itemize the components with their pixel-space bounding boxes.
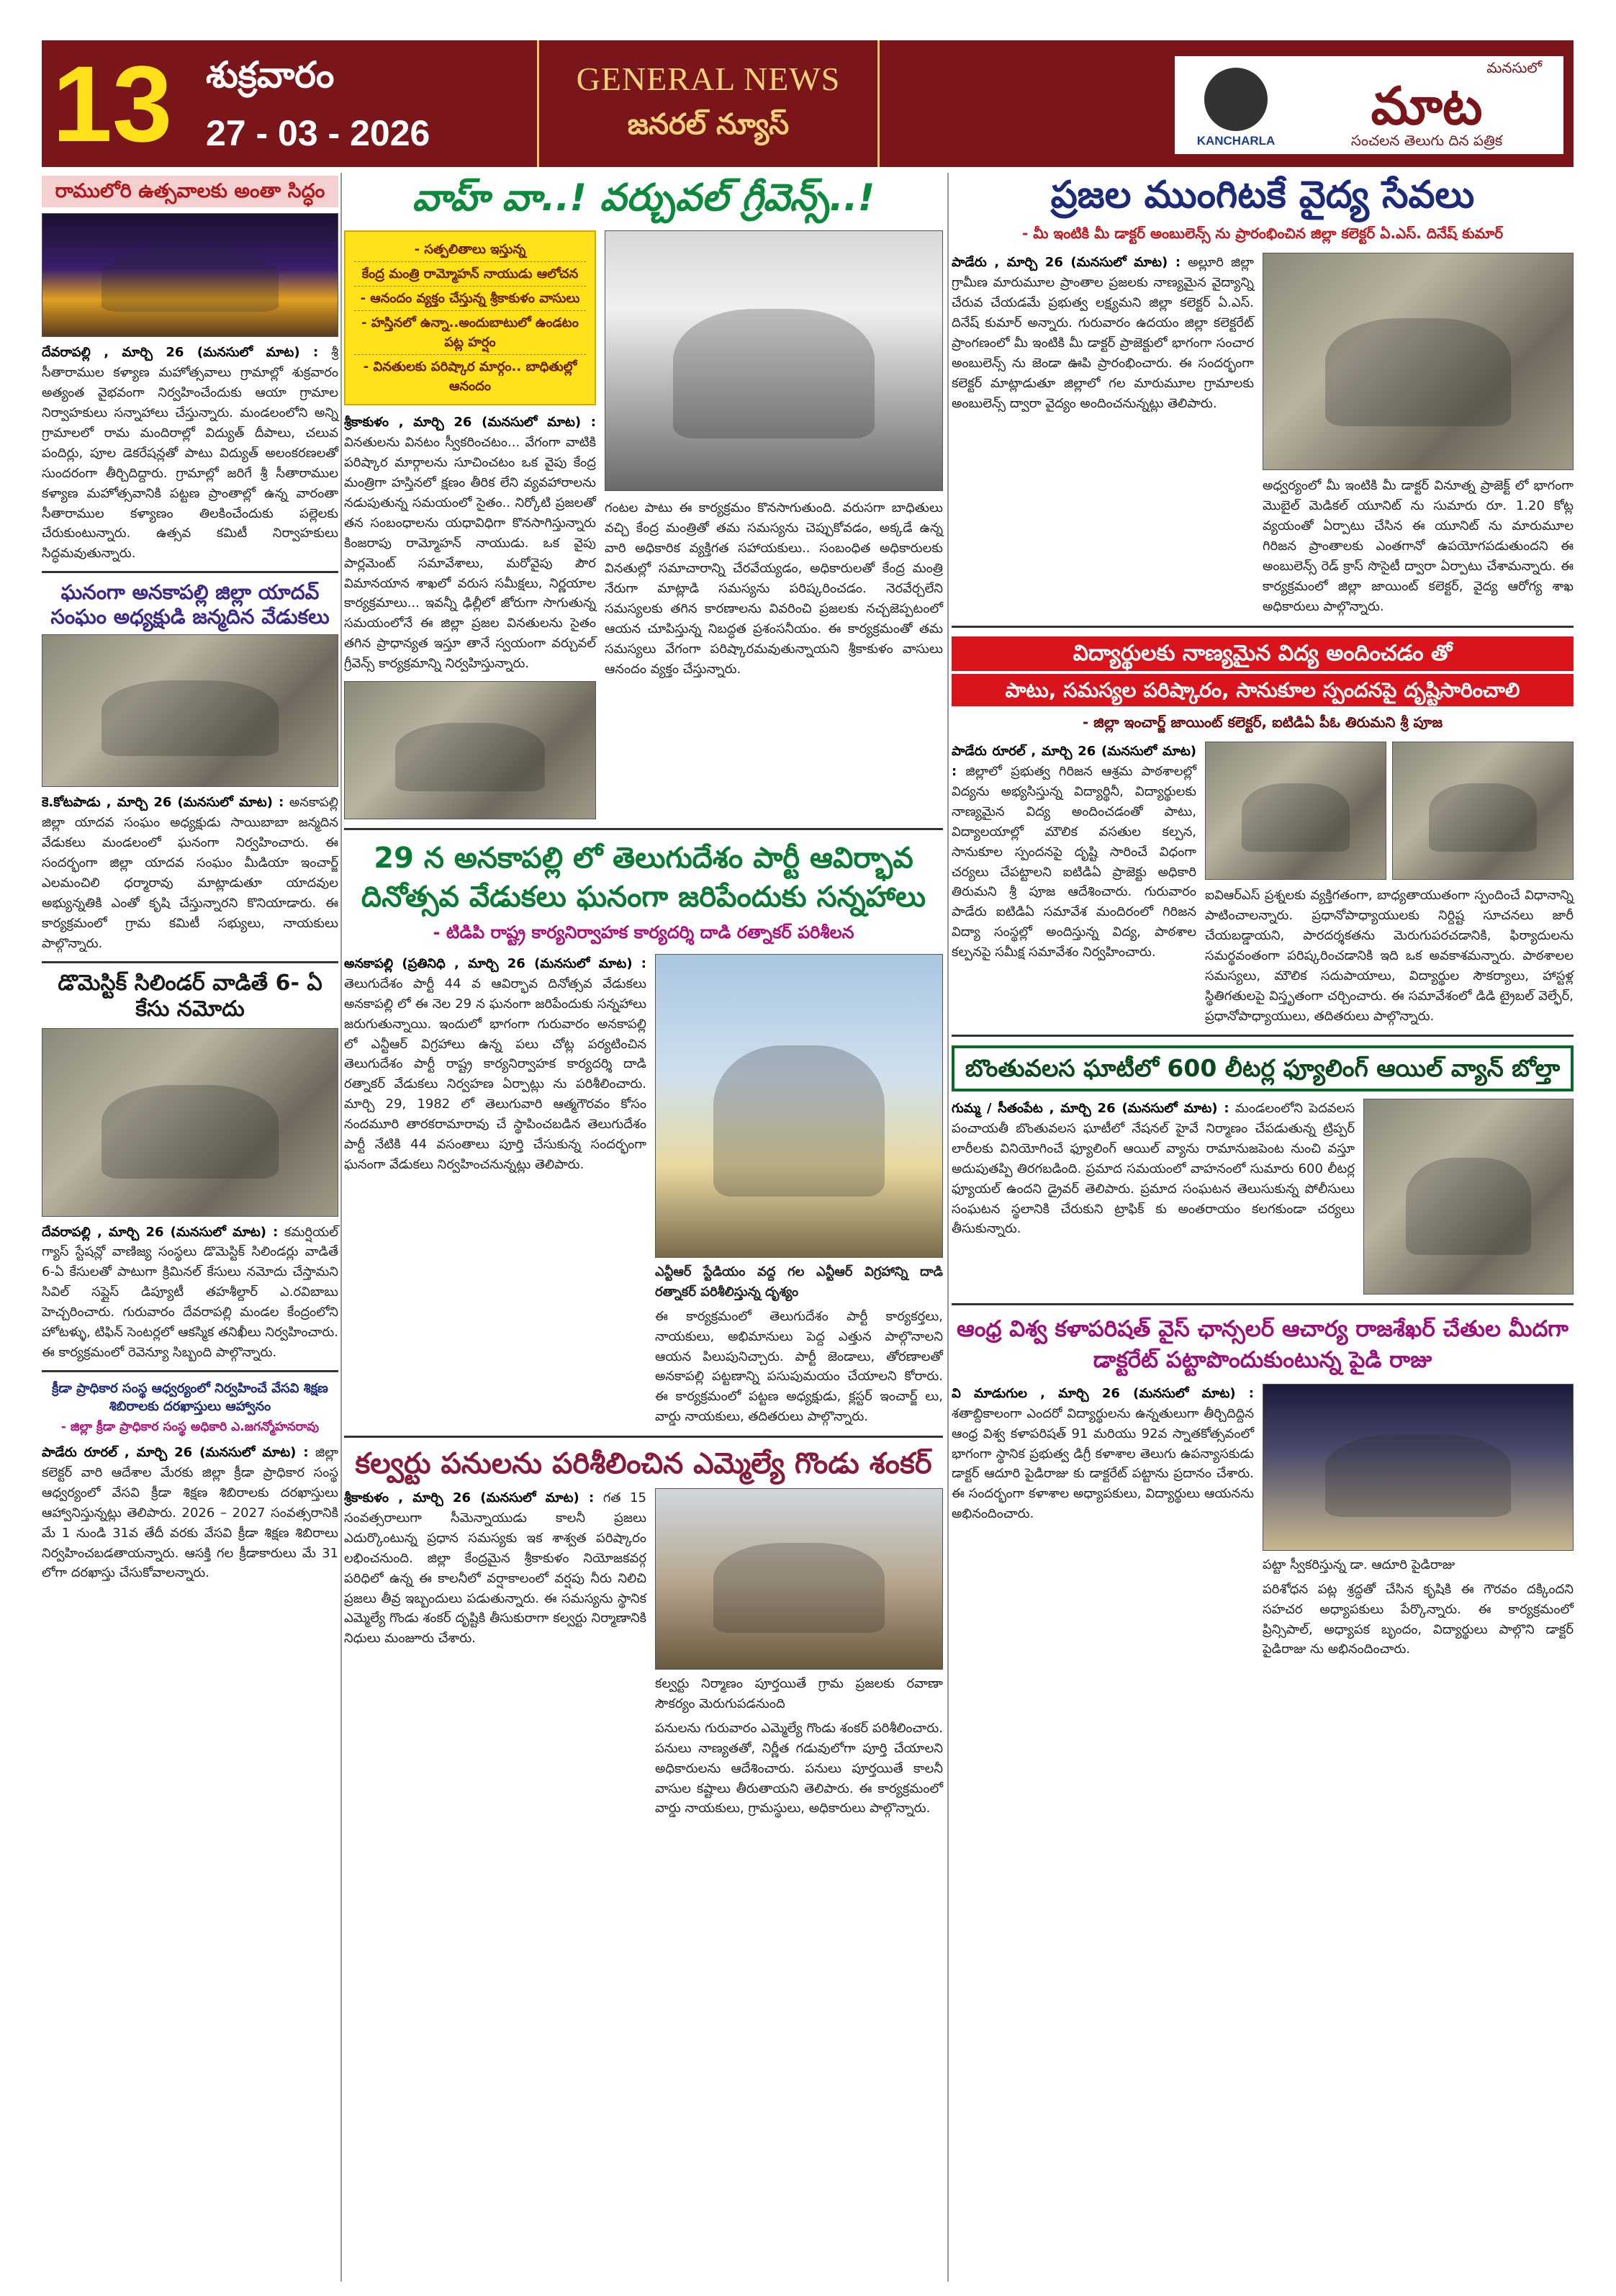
- article-summer-camp: [42, 1379, 338, 1584]
- masthead: [1175, 56, 1563, 154]
- article-photo: [1363, 1099, 1574, 1295]
- article-headline: ఘనంగా అనకాపల్లి జిల్లా యాదవ్ సంఘం అధ్యక్షుడి జన్మదిన వేడుకలు: [50, 580, 330, 629]
- divider: [344, 828, 943, 830]
- article-byline: - టిడిపి రాష్ట్ర కార్యనిర్వాహక కార్యదర్శి దాడి రత్నాకర్ పరిశీలన: [433, 922, 854, 942]
- article-kicker: క్రీడా ప్రాధికార సంస్థ ఆధ్వర్యంలో నిర్వహించే వేసవి శిక్షణ శిబిరాలకు దరఖాస్తులు ఆహ్వానం: [52, 1380, 328, 1414]
- article-body: ఈ కార్యక్రమంలో తెలుగుదేశం పార్టీ కార్యకర్తలు, నాయకులు, అభిమానులు పెద్ద ఎత్తున పాల్గొనాలని ఆయన పిలుపునిచ్చారు. పార్టీ జెండాలు, తోరణాలతో అనకాపల్లి పట్టణాన్ని పసుపుమయం చేయాలని కోరారు. ఈ కార్యక్రమంలో పట్టణ అధ్యక్షుడు, క్లస్టర్ ఇంచార్జ్ లు, వార్డు నాయకులు, తదితరులు పాల్గొన్నారు.: [655, 1308, 943, 1425]
- article-photo: [1263, 1384, 1574, 1551]
- divider: [344, 1436, 943, 1438]
- divider: [42, 571, 338, 573]
- article-byline: - జిల్లా క్రీడా ప్రాధికార సంస్థ అధికారి ఎ.జగన్మోహనరావు: [60, 1420, 320, 1435]
- article-dateline: శ్రీకాకుళం , మార్చి 26 (మనసులో మాట) :: [344, 1490, 595, 1506]
- section-title-english: GENERAL NEWS: [576, 60, 841, 97]
- article-body: శతాబ్దికాలంగా ఎందరో విద్యార్థులను ఉన్నతులుగా తీర్చిదిద్దిన ఆంధ్ర విశ్వ కళాపరిషత్ 91 మరియు 92వ స్నాతకోత్సవంలో భాగంగా స్థానిక ప్రభుత్వ డిగ్రీ కళాశాల తెలుగు ఉపన్యాసకుడు డాక్టర్ ఆదూరి పైడిరాజు కు డాక్టరేట్ పట్టాను ప్రదానం చేశారు. ఈ సందర్భంగా కళాశాల అధ్యాపకులు, విద్యార్థులు ఆయనను అభినందించారు.: [952, 1405, 1254, 1522]
- masthead-photo-label: KANCHARLA: [1196, 134, 1276, 148]
- article-body: గత 15 సంవత్సరాలుగా సీమెన్నాయుడు కాలనీ ప్రజలు ఎదుర్కొంటున్న ప్రధాన సమస్యకు ఇక శాశ్వత పరిష్కారం లభించనుంది. జిల్లా కేంద్రమైన శ్రీకాకుళం నియోజకవర్గ పరిధిలో ఉన్న ఈ కాలనీలో వర్షాకాలంలో వర్షపు నీరు నిలిచి ప్రజలు తీవ్ర ఇబ్బందులు పడుతున్నారు. ఈ సమస్యను స్థానిక ఎమ్మెల్యే గొండు శంకర్ దృష్టికి తీసుకురాగా కల్వర్టు నిర్మాణానికి నిధులు మంజూరు చేశారు.: [344, 1490, 647, 1647]
- weekday: శుక్రవారం: [206, 53, 335, 96]
- masthead-title-block: [1290, 58, 1563, 153]
- article-doctorate: [952, 1314, 1574, 1660]
- article-body: ఐవిఆర్ఎస్ ప్రశ్నలకు వ్యక్తిగతంగా, బాధ్యతాయుతంగా స్పందించే విధానాన్ని పాటించాలన్నారు. ప్రధానోపాధ్యాయులకు నిర్దిష్ట సూచనలు జారీ చేయబడ్డాయని, పారదర్శకతను మెరుగుపరచడానికి, ఫిర్యాదులను సమర్థవంతంగా పరిష్కరించడానికి ఇది ఒక అవకాశమన్నారు. పాఠశాలల సమస్యలు, మౌలిక సదుపాయాలు, విద్యార్థుల సౌకర్యాలు, హాస్టళ్ల స్థితిగతులపై విస్తృతంగా చర్చించారు. ఈ సమావేశంలో డిడి ట్రైబల్ వెల్ఫేర్, ప్రధానోపాధ్యాయులు, తదితరులు పాల్గొన్నారు.: [1205, 888, 1574, 1024]
- right-column: [952, 173, 1574, 2282]
- article-dateline: గుమ్మ / సీతంపేట , మార్చి 26 (మనసులో మాట) :: [952, 1101, 1229, 1117]
- article-headline: రాములోరి ఉత్సవాలకు అంతా సిద్ధం: [42, 176, 338, 207]
- photo-caption: ఎన్టీఆర్ స్టేడియం వద్ద గల ఎన్టీఆర్ విగ్రహాన్ని దాడి రత్నాకర్ పరిశీలిస్తున్న దృశ్యం: [655, 1264, 943, 1300]
- portrait-icon: [1204, 68, 1268, 131]
- page-number: 13: [52, 43, 173, 164]
- highlight-line: - సత్పలితాలు ఇస్తున్న: [354, 238, 586, 262]
- highlight-line: - హస్తినలో ఉన్నా..అందుబాటులో ఉండటం పట్ల హర్షం: [354, 311, 586, 355]
- article-headline-line2: పాటు, సమస్యల పరిష్కారం, సానుకూల స్పందనపై దృష్టిసారించాలి: [952, 674, 1574, 707]
- article-photo: [42, 634, 338, 787]
- article-body: జిల్లా కలెక్టర్ వారి ఆదేశాల మేరకు జిల్లా క్రీడా ప్రాధికార సంస్థ ఆధ్వర్యంలో వేసవి క్రీడా శిక్షణ శిబిరాలకు దరఖాస్తులు ఆహ్వానిస్తున్నట్లు తెలిపారు. 2026 – 2027 సంవత్సరానికి మే 1 నుండి 31వ తేదీ వరకు వేసవి క్రీడా శిక్షణ శిబిరాలు నిర్వహించబడతాయన్నారు. ఆసక్తి గల క్రీడాకారులు మే 31 లోగా దరఖాస్తు చేసుకోవాలన్నారు.: [42, 1445, 338, 1581]
- highlight-line: - వినతులకు పరిష్కార మార్గం.. బాధితుల్లో ఆనందం: [363, 359, 577, 395]
- masthead-tagline: సంచలన తెలుగు దిన పత్రిక: [1350, 132, 1503, 149]
- divider: [952, 1303, 1574, 1305]
- article-body: శ్రీ సీతారాముల కళ్యాణ మహోత్సవాలు గ్రామాల్లో శుక్రవారం అత్యంత వైభవంగా నిర్వహించేందుకు ఆయా గ్రామాల నిర్వాహకులు సన్నాహాలు చేస్తున్నారు. మండలంలోని అన్ని గ్రామాలలో రామ మందిరాల్లో విద్యుత్ దీపాలు, చలువ పందిర్లు, పూల డెకరేషన్లతో పాటు విద్యుత్ అలంకరణలతో సుందరంగా తీర్చిదిద్దారు. గ్రామాల్లో జరిగే శ్రీ సీతారాముల కళ్యాణ మహోత్సవానికి పట్టణ ప్రాంతాల్లో ఉన్న వారంతా సీతారాముల కళ్యాణం తిలకించేందుకు పల్లెలకు చేరుకుంటున్నారు. ఉత్సవ కమిటీ నిర్వాహకులు సిద్ధమవుతున్నారు.: [42, 345, 339, 562]
- highlight-line: - ఆనందం వ్యక్తం చేస్తున్న శ్రీకాకుళం వాసులు: [354, 287, 586, 311]
- article-body: మండలంలోని పెదవలస పంచాయతీ బొంతువలస ఘాటీలో నేషనల్ హైవే నిర్మాణం చేపడుతున్న ట్రిప్పర్ లారీలకు వినియోగించే ఫ్యూలింగ్ ఆయిల్ వ్యాను రామానుజపెంట నుంచి వస్తూ అదుపుతప్పి తిరగబడింది. ప్రమాద సమయంలో వాహనంలో సుమారు 600 లీటర్ల ఫ్యూయల్ ఉందని డ్రైవర్ తెలిపారు. ప్రమాద సంఘటన తెలుసుకున్న పోలీసులు సంఘటన స్థలానికి చేరుకుని ట్రాఫిక్ కు అంతరాయం కలగకుండా చర్యలు తీసుకున్నారు.: [952, 1101, 1355, 1237]
- masthead-small-text: మనసులో: [1486, 59, 1542, 76]
- divider: [952, 626, 1574, 628]
- article-body: అనకాపల్లి జిల్లా యాదవ సంఘం అధ్యక్షుడు సాయిబాబా జన్మదిన వేడుకలు మండలంలో ఘనంగా నిర్వహించారు. ఈ సందర్భంగా జిల్లా యాదవ సంఘం మీడియా ఇంచార్జ్ ఎలమంచిలి ధర్మారావు మాట్లాడుతూ యాదవుల అభ్యున్నతికి ఎంతో కృషి చేస్తున్నారని కొనియాడారు. ఈ కార్యక్రమంలో గ్రామ కమిటీ సభ్యులు, నాయకులు పాల్గొన్నారు.: [42, 795, 338, 951]
- article-body: జిల్లాలో ప్రభుత్వ గిరిజన ఆశ్రమ పాఠశాలల్లో విద్యను అభ్యసిస్తున్న విద్యార్థినీ, విద్యార్థులకు నాణ్యమైన విద్య అందించడంతో పాటు, విద్యాలయాల్లో మౌలిక వసతుల కల్పన, సానుకూల స్పందనపై దృష్టి సారించే విధంగా చర్యలు చేపట్టాలని ఐటిడిఏ ప్రాజెక్టు అధికారి తిరుమని శ్రీ పూజ ఆదేశించారు. గురువారం పాడేరు ఐటిడిఏ సమావేశ మందిరంలో గిరిజన విద్యా సంస్థల్లో అందిస్తున్న విద్య, పాఠశాల కల్పనపై సమీక్ష సమావేశం నిర్వహించారు.: [952, 764, 1196, 960]
- article-photo: [344, 681, 596, 819]
- article-photo: [42, 213, 338, 337]
- article-headline: ఆంధ్ర విశ్వ కళాపరిషత్ వైస్ ఛాన్సలర్ ఆచార్య రాజశేఖర్ చేతుల మీదగా డాక్టరేట్ పట్టాపొందుకుంటున్న పైడి రాజు: [957, 1316, 1568, 1374]
- article-dateline: వి మాడుగుల , మార్చి 26 (మనసులో మాట) :: [952, 1385, 1254, 1401]
- article-dateline: దేవరాపల్లి , మార్చి 26 (మనసులో మాట) :: [42, 345, 319, 361]
- article-photo: [655, 954, 943, 1258]
- article-dateline: కె.కోటపాడు , మార్చి 26 (మనసులో మాట) :: [42, 795, 284, 811]
- page-header: [42, 40, 1574, 167]
- article-dateline: దేవరాపల్లి , మార్చి 26 (మనసులో మాట) :: [42, 1224, 279, 1240]
- article-tdp-anniversary: [344, 839, 943, 1427]
- article-photo: [1263, 253, 1574, 470]
- article-photo: [655, 1488, 943, 1670]
- article-body: అధ్వర్యంలో మీ ఇంటికి మీ డాక్టర్ వినూత్న ప్రాజెక్ట్ లో భాగంగా మొబైల్ మెడికల్ యూనిట్ ను సుమారు రూ. 1.20 కోట్ల వ్యయంతో ఏర్పాటు చేసిన ఈ యూనిట్ ను మారుమూల గిరిజన ప్రాంతాలకు ఎంతగానో ఉపయోగపడుతుందని ఈ అంబులెన్స్ రెడ్ క్రాస్ సొసైటీ ద్వారా ఏర్పాటు చేశామన్నారు. ఈ కార్యక్రమంలో జిల్లా జాయింట్ కలెక్టర్, వైద్య ఆరోగ్య శాఖ అధికారులు పాల్గొన్నారు.: [1263, 478, 1574, 614]
- middle-column: [344, 173, 943, 2282]
- article-body: తెలుగుదేశం పార్టీ 44 వ ఆవిర్భావ దినోత్సవ వేడుకలు అనకాపల్లి లో ఈ నెల 29 న ఘనంగా జరిపేందుకు సన్నహాలు జరుగుతున్నాయి. ఇందులో భాగంగా గురువారం అనకాపల్లి లో ఎన్టీఆర్ విగ్రహాలు ఉన్న పలు చోట్ల పర్యటించిన తెలుగుదేశం పార్టీ రాష్ట్ర కార్యనిర్వాహక కార్యదర్శి దాడి రత్నాకర్ వేడుకలు నిర్వహణ ఏర్పాట్లు ను పరిశీలించారు. మార్చి 29, 1982 లో తెలుగువారి ఆత్మగౌరవం కోసం నందమూరి తారకరామారావు చే స్థాపించబడిన తెలుగుదేశం పార్టీ నేటికి 44 వసంతాలు పూర్తి చేసుకున్న సందర్భంగా ఘనంగా వేడుకలు నిర్వహించనున్నట్లు తెలిపారు.: [344, 976, 646, 1172]
- column-divider: [947, 173, 949, 2282]
- photo-caption: పట్టా స్వీకరిస్తున్న డా. ఆదూరి పైడిరాజు: [1263, 1557, 1455, 1572]
- page-number-box: [48, 43, 177, 164]
- article-headline: వాహ్ వా..! వర్చువల్ గ్రీవెన్స్..!: [412, 176, 875, 220]
- divider: [42, 1370, 338, 1372]
- article-photo: [605, 230, 943, 491]
- article-dateline: శ్రీకాకుళం , మార్చి 26 (మనసులో మాట) :: [344, 415, 596, 431]
- article-photo: [1205, 742, 1386, 880]
- issue-date: 27 - 03 - 2026: [206, 112, 430, 153]
- article-body: పరిశోధన పట్ల శ్రద్ధతో చేసిన కృషికి ఈ గౌరవం దక్కిందని సహచర అధ్యాపకులు పేర్కొన్నారు. ఈ కార్యక్రమంలో ప్రిన్సిపాల్, అధ్యాపక బృందం, విద్యార్థులు పాల్గొని డాక్టర్ పైడిరాజు ను అభినందించారు.: [1263, 1581, 1574, 1657]
- masthead-title: మాట: [1371, 76, 1483, 136]
- article-rama-festival: [42, 176, 338, 564]
- article-dateline: పాడేరు రూరల్ , మార్చి 26 (మనసులో మాట) :: [42, 1445, 309, 1461]
- article-headline: డొమెస్టిక్ సిలిండర్ వాడితే 6- ఏ కేసు నమోదు: [58, 970, 322, 1022]
- article-domestic-cylinder: [42, 971, 338, 1363]
- article-photo: [1392, 742, 1574, 880]
- article-yadav-birthday: [42, 580, 338, 953]
- article-oil-van-accident: [952, 1045, 1574, 1295]
- article-photo: [42, 1028, 338, 1217]
- article-body: వినతులను వినటం స్వీకరించటం... వేగంగా వాటికి పరిష్కార మార్గాలను సూచించటం ఒక వైపు కేంద్ర మంత్రిగా హస్తినలో క్షణం తీరిక లేని వ్యవహారాలను నడుపుతున్న సమయంలో సైతం.. నిర్కోటి ప్రజలతో తన సంబంధాలను యధావిధిగా కొనసాగిస్తున్నారు కింజరాపు రామ్మోహన్ నాయుడు. ఒక వైపు పార్లమెంట్ సమావేశాలు, మరోవైపు పౌర విమానయాన శాఖలో వరుస సమీక్షలు, నిర్ణయాల కార్యక్రమాలు... ఇవన్నీ ఢిల్లీలో జోరుగా సాగుతున్న సమయంలోనే ఈ జిల్లా ప్రజల వినతులను సైతం తగిన ప్రాధాన్యత ఇస్తూ తానే స్వయంగా వర్చువల్ గ్రీవెన్స్ కార్యక్రమాన్ని నిర్వహిస్తున్నారు.: [344, 435, 596, 672]
- section-box: [537, 40, 880, 167]
- article-body: కమర్షియల్ గ్యాస్ స్టేషన్లో వాణిజ్య సంస్థలు డొమెస్టిక్ సిలిండర్లు వాడితే 6-ఏ కేసులతో పాటుగా క్రిమినల్ కేసులు నమోదు చేస్తామని సివిల్ సప్లైస్ డిప్యూటీ తహశీల్దార్ ఎ.రవిబాబు హెచ్చరించారు. గురువారం దేవరాపల్లి మండల కేంద్రంలోని హోటళ్ళు, టిఫిన్ సెంటర్లలో ఆకస్మిక తనిఖీలు నిర్వహించారు. ఈ కార్యక్రమంలో రెవెన్యూ సిబ్బంది పాల్గొన్నారు.: [42, 1224, 338, 1360]
- left-column: [42, 173, 338, 2282]
- photo-caption: కల్వర్టు నిర్మాణం పూర్తయితే గ్రామ ప్రజలకు రవాణా సౌకర్యం మెరుగుపడనుంది: [655, 1676, 943, 1711]
- section-title-telugu: జనరల్ న్యూస్: [627, 107, 790, 141]
- article-virtual-grievance: [344, 173, 943, 819]
- article-body: పనులను గురువారం ఎమ్మెల్యే గొండు శంకర్ పరిశీలించారు. పనులు నాణ్యతతో, నిర్ణీత గడువులోగా పూర్తి చేయాలని అధికారులను ఆదేశించారు. పనులు పూర్తయితే కాలనీ వాసుల కష్టాలు తీరుతాయని తెలిపారు. ఈ కార్యక్రమంలో వార్డు నాయకులు, గ్రామస్థులు, అధికారులు పాల్గొన్నారు.: [655, 1720, 943, 1816]
- article-headline: 29 న అనకాపల్లి లో తెలుగుదేశం పార్టీ ఆవిర్భావ దినోత్సవ వేడుకలు ఘనంగా జరిపేందుకు సన్నహాలు: [361, 841, 926, 914]
- article-body: అల్లూరి జిల్లా గ్రామీణ మారుమూల ప్రాంతాల ప్రజలకు నాణ్యమైన వైద్యాన్ని చేరువ చేయడమే ప్రభుత్వ లక్ష్యమని జిల్లా కలెక్టర్ ఏ.ఎస్. దినేష్ కుమార్ అన్నారు. గురువారం ఉదయం జిల్లా కలెక్టరేట్ ప్రాంగణంలో మీ ఇంటికి మీ డాక్టర్ ప్రాజెక్టులో భాగంగా సంచార అంబులెన్స్ ను జెండా ఊపి ప్రారంభించారు. ఈ సందర్భంగా కలెక్టర్ మాట్లాడుతూ జిల్లాలో గల మారుమూల గ్రామాలకు అంబులెన్స్ ద్వారా వైద్యం అందించనున్నట్లు తెలిపారు.: [952, 255, 1254, 411]
- article-headline: ప్రజల ముంగిటకే వైద్య సేవలు: [1050, 174, 1475, 217]
- article-headline: విద్యార్థులకు నాణ్యమైన విద్య అందించడం తో: [952, 636, 1574, 671]
- column-divider: [340, 173, 342, 2282]
- highlight-line: కేంద్ర మంత్రి రామ్మోహన్ నాయుడు ఆలోచన: [354, 262, 586, 287]
- article-dateline: అనకాపల్లి (ప్రతినిధి , మార్చి 26 (మనసులో మాట) :: [344, 955, 646, 971]
- article-medical-services: [952, 173, 1574, 617]
- divider: [952, 1035, 1574, 1037]
- article-dateline: పాడేరు , మార్చి 26 (మనసులో మాట) :: [952, 255, 1181, 271]
- article-dateline: పాడేరు రూరల్ , మార్చి 26 (మనసులో మాట) :: [952, 744, 1196, 780]
- article-headline: బొంతువలస ఘాటీలో 600 లీటర్ల ఫ్యూలింగ్ ఆయిల్ వ్యాన్ బోల్తా: [952, 1045, 1574, 1091]
- article-byline: - జిల్లా ఇంచార్జ్ జాయింట్ కలెక్టర్, ఐటిడిఏ పీఓ తిరుమని శ్రీ పూజ: [1082, 713, 1443, 731]
- highlights-box: [344, 230, 596, 405]
- masthead-portrait: [1182, 62, 1290, 148]
- divider: [42, 961, 338, 963]
- article-body: గంటల పాటు ఈ కార్యక్రమం కొనసాగుతుంది. వరుసగా బాధితులు వచ్చి కేంద్ర మంత్రితో తమ సమస్యను చెప్పుకోవడం, అక్కడే ఉన్న వారి అధికారిక వ్యక్తిగత సహాయకులు.. సంబంధిత అధికారులకు వినతుల్లో సమాచారాన్ని చేరవేయ్యడం, అధికారులతో కేంద్ర మంత్రి నేరుగా మాట్లాడి సమస్యను పరిష్కరించడం. నెరవేర్చలేని సమస్యలకు తగిన కారణాలను వివరించి ప్రజలకు నచ్చజెప్పటంలో ఆయన చూపిస్తున్న నిబద్ధత ప్రశంసనీయం. ఈ కార్యక్రమంతో తమ సమస్యలు వేగంగా పరిష్కారమవుతున్నాయని శ్రీకాకుళం వాసులు ఆనందం వ్యక్తం చేస్తున్నారు.: [605, 500, 943, 677]
- article-byline: - మీ ఇంటికి మీ డాక్టర్ అంబులెన్స్ ను ప్రారంభించిన జిల్లా కలెక్టర్ ఏ.ఎస్. దినేష్ కుమార్: [1021, 225, 1504, 243]
- date-box: [177, 40, 523, 167]
- article-culvert-works: [344, 1446, 943, 1819]
- article-quality-education: [952, 636, 1574, 1027]
- article-headline: కల్వర్టు పనులను పరిశీలించిన ఎమ్మెల్యే గొండు శంకర్: [355, 1447, 932, 1481]
